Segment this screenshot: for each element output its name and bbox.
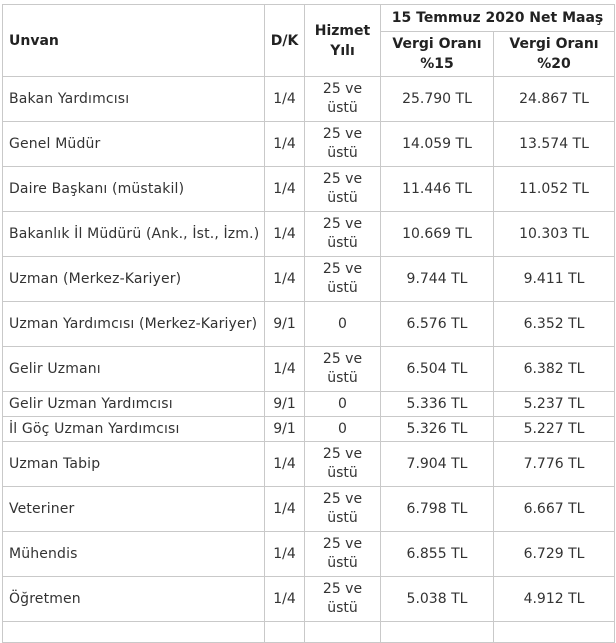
cell-dk: 9/1 <box>265 417 305 442</box>
cell-hizmet-yili: 25 ve üstü <box>305 532 381 577</box>
cell-dk: 1/4 <box>265 487 305 532</box>
cell-vergi-15: 10.669 TL <box>381 212 494 257</box>
cell-unvan: Uzman (Merkez-Kariyer) <box>3 257 265 302</box>
cell-vergi-20: 6.667 TL <box>494 487 615 532</box>
cell-hizmet-yili: 25 ve üstü <box>305 122 381 167</box>
cell-dk: 1/4 <box>265 77 305 122</box>
cell-vergi-15: 6.576 TL <box>381 302 494 347</box>
cell-unvan: Öğretmen <box>3 577 265 622</box>
cell-unvan: Genel Müdür <box>3 122 265 167</box>
cell-vergi-20: 11.052 TL <box>494 167 615 212</box>
header-vergi-20: Vergi Oranı %20 <box>494 32 615 77</box>
cell-unvan: Mühendis <box>3 532 265 577</box>
table-row <box>3 212 615 257</box>
table-row <box>3 392 615 417</box>
cell-vergi-20: 13.574 TL <box>494 122 615 167</box>
cell-hizmet-yili: 25 ve üstü <box>305 77 381 122</box>
cell-vergi-15: 5.326 TL <box>381 417 494 442</box>
table-row <box>3 577 615 622</box>
salary-table <box>2 4 615 643</box>
cell-vergi-15: 6.798 TL <box>381 487 494 532</box>
cell-unvan: Uzman Yardımcısı (Merkez-Kariyer) <box>3 302 265 347</box>
cell-hizmet-yili: 25 ve üstü <box>305 212 381 257</box>
cell-unvan: Daire Başkanı (müstakil) <box>3 167 265 212</box>
cell-hizmet-yili: 0 <box>305 302 381 347</box>
cell-dk: 1/4 <box>265 167 305 212</box>
cell-vergi-15: 5.038 TL <box>381 577 494 622</box>
table-row <box>3 302 615 347</box>
cell-dk: 1/4 <box>265 347 305 392</box>
cell-dk: 9/1 <box>265 302 305 347</box>
cell-dk: 1/4 <box>265 257 305 302</box>
cell-vergi-20: 4.912 TL <box>494 577 615 622</box>
cell-vergi-20: 9.411 TL <box>494 257 615 302</box>
cell-unvan: Bakanlık İl Müdürü (Ank., İst., İzm.) <box>3 212 265 257</box>
header-net-maas-group: 15 Temmuz 2020 Net Maaş <box>381 5 615 32</box>
cell-unvan: Bakan Yardımcısı <box>3 77 265 122</box>
cell-hizmet-yili: 25 ve üstü <box>305 487 381 532</box>
cell-hizmet-yili: 25 ve üstü <box>305 442 381 487</box>
cell-hizmet-yili: 25 ve üstü <box>305 347 381 392</box>
cell-hizmet-yili: 25 ve üstü <box>305 257 381 302</box>
table-row-cutoff <box>3 622 615 643</box>
cell-vergi-20: 7.776 TL <box>494 442 615 487</box>
cell-vergi-20: 24.867 TL <box>494 77 615 122</box>
cell-vergi-15: 25.790 TL <box>381 77 494 122</box>
table-body <box>3 77 615 643</box>
cell-vergi-15: 6.504 TL <box>381 347 494 392</box>
cell-dk: 1/4 <box>265 442 305 487</box>
empty-cell <box>3 622 265 643</box>
cell-unvan: Gelir Uzmanı <box>3 347 265 392</box>
table-row <box>3 532 615 577</box>
cell-hizmet-yili: 25 ve üstü <box>305 167 381 212</box>
table-row <box>3 347 615 392</box>
cell-vergi-15: 14.059 TL <box>381 122 494 167</box>
cell-vergi-20: 5.237 TL <box>494 392 615 417</box>
cell-dk: 9/1 <box>265 392 305 417</box>
salary-table-container <box>2 4 614 643</box>
cell-vergi-20: 6.729 TL <box>494 532 615 577</box>
cell-vergi-20: 10.303 TL <box>494 212 615 257</box>
cell-unvan: Gelir Uzman Yardımcısı <box>3 392 265 417</box>
cell-vergi-20: 5.227 TL <box>494 417 615 442</box>
header-dk: D/K <box>265 5 305 77</box>
cell-dk: 1/4 <box>265 577 305 622</box>
empty-cell <box>494 622 615 643</box>
table-row <box>3 417 615 442</box>
cell-vergi-15: 11.446 TL <box>381 167 494 212</box>
table-row <box>3 77 615 122</box>
table-row <box>3 257 615 302</box>
cell-vergi-15: 7.904 TL <box>381 442 494 487</box>
cell-dk: 1/4 <box>265 532 305 577</box>
cell-hizmet-yili: 0 <box>305 417 381 442</box>
cell-vergi-15: 6.855 TL <box>381 532 494 577</box>
table-row <box>3 122 615 167</box>
empty-cell <box>265 622 305 643</box>
table-row <box>3 487 615 532</box>
cell-hizmet-yili: 25 ve üstü <box>305 577 381 622</box>
cell-dk: 1/4 <box>265 212 305 257</box>
header-row-group <box>3 5 615 32</box>
cell-unvan: Uzman Tabip <box>3 442 265 487</box>
header-vergi-15: Vergi Oranı %15 <box>381 32 494 77</box>
table-row <box>3 167 615 212</box>
header-hizmet-yili: Hizmet Yılı <box>305 5 381 77</box>
empty-cell <box>381 622 494 643</box>
cell-vergi-20: 6.352 TL <box>494 302 615 347</box>
cell-vergi-15: 5.336 TL <box>381 392 494 417</box>
table-row <box>3 442 615 487</box>
cell-unvan: İl Göç Uzman Yardımcısı <box>3 417 265 442</box>
cell-vergi-20: 6.382 TL <box>494 347 615 392</box>
header-unvan: Unvan <box>3 5 265 77</box>
empty-cell <box>305 622 381 643</box>
cell-hizmet-yili: 0 <box>305 392 381 417</box>
cell-vergi-15: 9.744 TL <box>381 257 494 302</box>
cell-dk: 1/4 <box>265 122 305 167</box>
cell-unvan: Veteriner <box>3 487 265 532</box>
